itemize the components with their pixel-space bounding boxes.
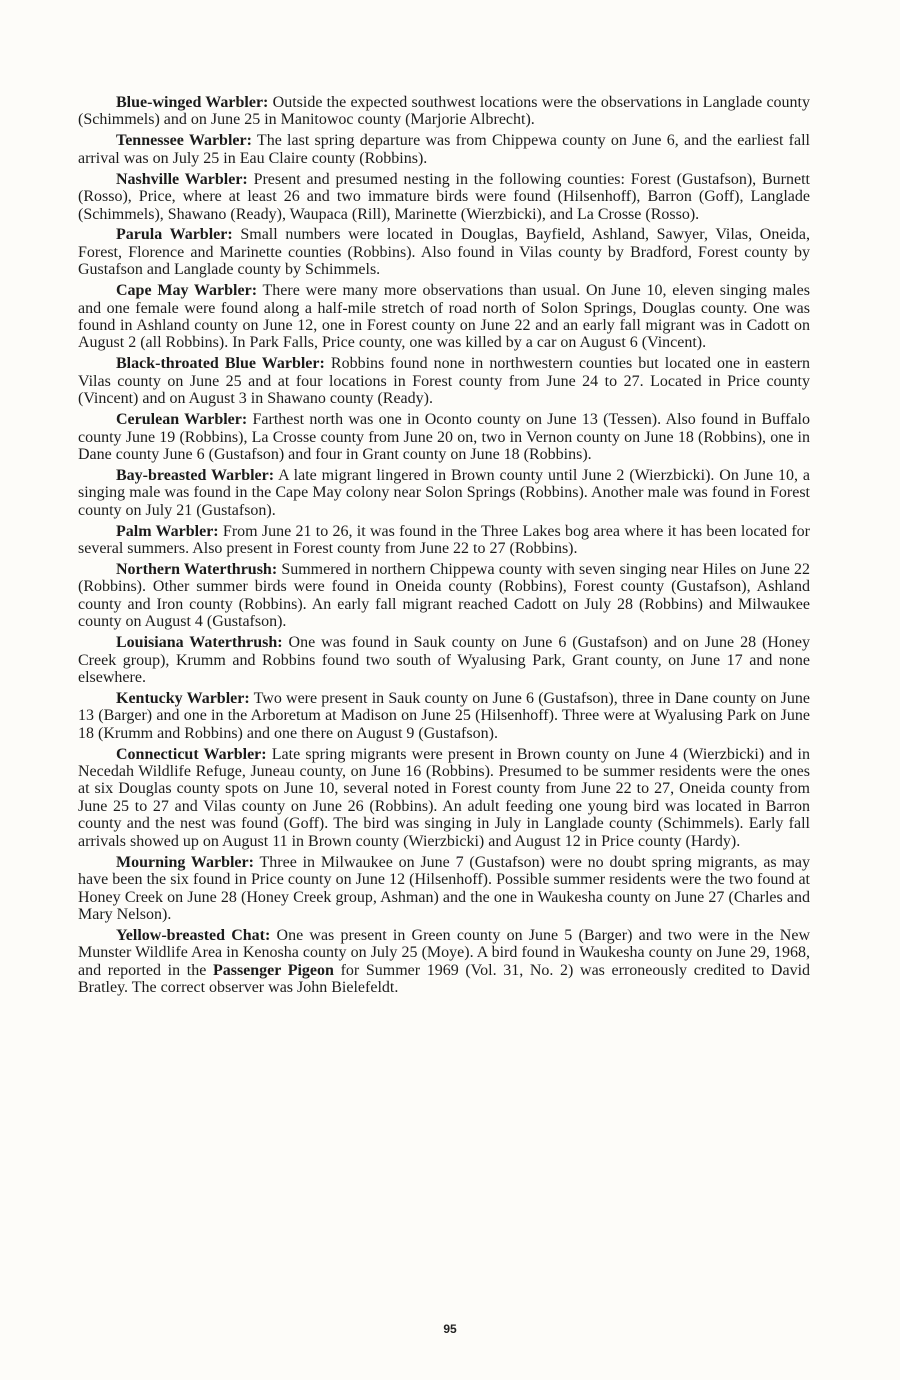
entry-cerulean-warbler [78,411,810,463]
entry-parula-warbler [78,226,810,278]
species-name: Louisiana Waterthrush: [116,634,283,652]
entry-nashville-warbler [78,171,810,223]
species-name: Black-throated Blue Warbler: [116,355,325,373]
entry-kentucky-warbler [78,690,810,742]
entry-mourning-warbler [78,854,810,924]
entry-text: The last spring departure was from Chippewa county on June 6, and the earliest fall arrival was on July 25 in Eau Claire county (Robbins). [78,132,810,167]
species-name: Cerulean Warbler: [116,411,248,429]
species-name: Connecticut Warbler: [116,745,267,763]
entry-bay-breasted-warbler [78,467,810,519]
entry-text: A late migrant lingered in Brown county until June 2 (Wierzbicki). On June 10, a singing male was found in the Cape May colony near Solon Springs (Robbins). Another male was found in Forest county on July 21 (Gustafson). [78,466,811,519]
entry-text: One was found in Sauk county on June 6 (Gustafson) and on June 28 (Honey Creek group), Krumm and Robbins found two south of Wyalusing Park, Grant county, on June 17 and none elsewhere. [78,634,811,686]
entry-cape-may-warbler [78,282,810,352]
entry-text: Late spring migrants were present in Brown county on June 4 (Wierzbicki) and in Necedah Wildlife Refuge, Juneau county, on June 16 (Robbins). Presumed to be summer residents were the ones at six Douglas county spots on June 10, several noted in Forest county from June 22 to 27, Oneida county from June 25 to 27 and Vilas county on June 26 (Robbins). An adult feeding one young bird was located in Barron county and the nest was found (Goff). The bird was singing in July in Langlade county (Schimmels). Early fall arrivals showed up on August 11 in Brown county (Wierzbicki) and August 12 in Price county (Hardy). [78,745,810,850]
entry-connecticut-warbler [78,746,810,851]
entry-text: From June 21 to 26, it was found in the Three Lakes bog area where it has been located for several summers. Also present in Forest county from June 22 to 27 (Robbins). [78,522,811,557]
page-number: 95 [443,1322,457,1336]
entry-text: One was present in Green county on June 5 (Barger) and two were in the New Munster Wildlife Area in Kenosha county on July 25 (Moye). A bird found in Waukesha county on June 29, 1968, and reported in the [78,926,811,979]
entry-yellow-breasted-chat [78,927,810,997]
species-name: Mourning Warbler: [116,853,254,871]
entry-northern-waterthrush [78,561,810,631]
species-name: Northern Waterthrush: [116,560,278,578]
species-name: Kentucky Warbler: [116,689,250,707]
species-name: Yellow-breasted Chat: [116,926,271,944]
entry-text: Farthest north was one in Oconto county on June 13 (Tessen). Also found in Buffalo county June 19 (Robbins), La Crosse county from June 20 on, two in Vernon county on June 18 (Robbins), one in Dane county June 6 (Gustafson) and four in Grant county on June 18 (Robbins). [78,411,810,463]
entry-palm-warbler [78,523,810,558]
entry-text: Robbins found none in northwestern counties but located one in eastern Vilas county on June 25 and at four locations in Forest county from June 24 to 27. Located in Price county (Vincent) and on August 3 in Shawano county (Ready). [78,355,811,408]
species-name: Cape May Warbler: [116,282,258,300]
entry-text: Two were present in Sauk county on June 6 (Gustafson), three in Dane county on June 13 (Barger) and one in the Arboretum at Madison on June 25 (Hilsenhoff). Three were at Wyalusing Park on June 18 (Krumm and Robbins) and one there on August 9 (Gustafson). [78,689,811,742]
entry-tennessee-warbler [78,132,810,167]
species-name: Bay-breasted Warbler: [116,466,275,484]
species-name: Blue-winged Warbler: [116,94,269,111]
entry-text: Present and presumed nesting in the following counties: Forest (Gustafson), Burnett (Rosso), Price, where at least 26 and two immature birds were found (Hilsenhoff), Barron (Goff), Langlade (Schimmels), Shawano (Ready), Waupaca (Rill), Marinette (Wierzbicki), and La Crosse (Rosso). [78,170,810,223]
entry-text: Three in Milwaukee on June 7 (Gustafson) were no doubt spring migrants, as may have been the six found in Price county on June 12 (Hilsenhoff). Possible summer residents were the two found at Honey Creek on June 28 (Honey Creek group, Ashman) and the one in Waukesha county on June 27 (Charles and Mary Nelson). [78,853,811,924]
entry-louisiana-waterthrush [78,634,810,686]
report-body [78,94,810,1000]
species-name: Nashville Warbler: [116,170,248,188]
entry-text: Small numbers were located in Douglas, Bayfield, Ashland, Sawyer, Vilas, Oneida, Forest, Florence and Marinette counties (Robbins). Also found in Vilas county by Bradford, Forest county by Gustafson and Langlade county by Schimmels. [78,226,810,279]
entry-text-continued: for Summer 1969 (Vol. 31, No. 2) was erroneously credited to David Bratley. The correct observer was John Bielefeldt. [78,961,811,997]
entry-text: There were many more observations than usual. On June 10, eleven singing males and one female were found along a half-mile stretch of road north of Solon Springs, Douglas county. One was found in Ashland county on June 12, one in Forest county on June 22 and an early fall migrant was in Cadott on August 2 (all Robbins). In Park Falls, Price county, one was killed by a car on August 6 (Vincent). [78,282,810,352]
journal-title: Passenger Pigeon [212,961,334,979]
species-name: Parula Warbler: [116,226,233,244]
entry-black-throated-blue-warbler [78,355,810,407]
entry-text: Summered in northern Chippewa county with seven singing near Hiles on June 22 (Robbins). Other summer birds were found in Oneida county (Robbins), Forest county (Gustafson), Ashland county and Iron county (Robbins). An early fall migrant reached Cadott on July 28 (Robbins) and Milwaukee county on August 4 (Gustafson). [78,560,811,631]
species-name: Tennessee Warbler: [116,132,252,150]
entry-text: Outside the expected southwest locations were the observations in Langlade county (Schimmels) and on June 25 in Manitowoc county (Marjorie Albrecht). [78,94,810,129]
species-name: Palm Warbler: [116,522,219,540]
entry-blue-winged-warbler [78,94,810,129]
